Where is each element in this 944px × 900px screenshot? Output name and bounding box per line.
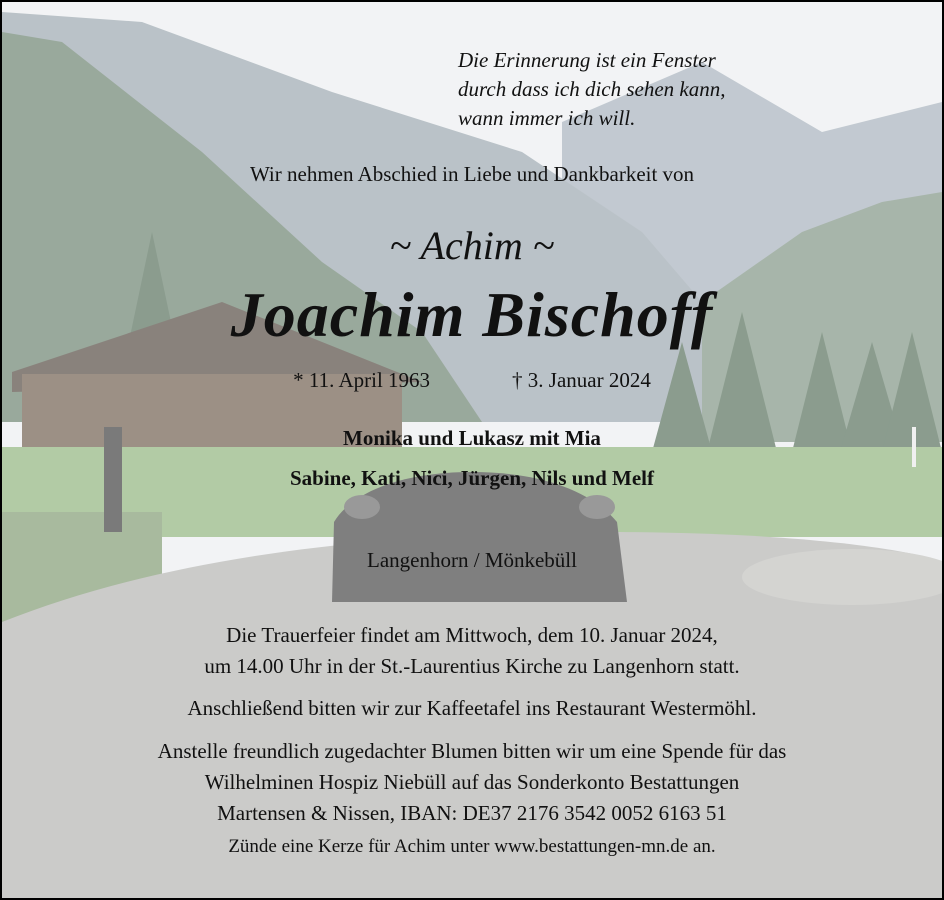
funeral-line-1: Die Trauerfeier findet am Mittwoch, dem 10. Januar 2024, <box>226 623 718 647</box>
place: Langenhorn / Mönkebüll <box>367 548 577 572</box>
funeral-line-2: um 14.00 Uhr in der St.-Laurentius Kirche zu Langenhorn statt. <box>204 654 740 678</box>
family-line-1: Monika und Lukasz mit Mia <box>343 426 601 450</box>
nickname: ~ Achim ~ <box>389 223 555 268</box>
donation-line-2: Wilhelminen Hospiz Niebüll auf das Sonderkonto Bestattungen <box>204 770 740 794</box>
birth-date: * 11. April 1963 <box>293 368 431 392</box>
poem-line-3: wann immer ich will. <box>458 106 636 130</box>
poem-line-2: durch dass ich dich sehen kann, <box>458 77 726 101</box>
deceased-name: Joachim Bischoff <box>230 279 714 350</box>
family-line-2: Sabine, Kati, Nici, Jürgen, Nils und Melf <box>289 466 655 490</box>
donation-line-1: Anstelle freundlich zugedachter Blumen bitten wir um eine Spende für das <box>157 739 787 763</box>
poem <box>458 46 726 133</box>
death-date: † 3. Januar 2024 <box>512 368 651 392</box>
intro-text: Wir nehmen Abschied in Liebe und Dankbarkeit von <box>249 162 695 186</box>
reception-text: Anschließend bitten wir zur Kaffeetafel ins Restaurant Westermöhl. <box>187 696 757 720</box>
candle-link-text: Zünde eine Kerze für Achim unter www.bestattungen-mn.de an. <box>228 836 716 857</box>
donation-line-3: Martensen & Nissen, IBAN: DE37 2176 3542 0052 6163 51 <box>217 801 727 825</box>
life-dates <box>2 368 942 393</box>
poem-line-1: Die Erinnerung ist ein Fenster <box>458 48 716 72</box>
